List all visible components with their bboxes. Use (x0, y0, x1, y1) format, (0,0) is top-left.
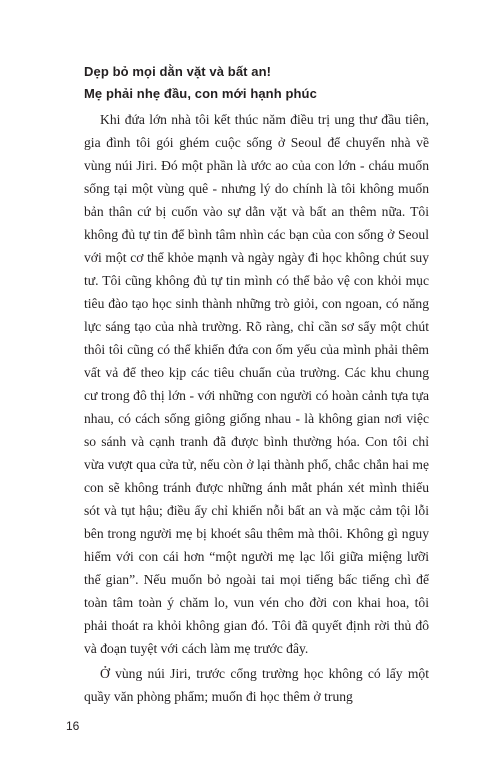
paragraph: Khi đứa lớn nhà tôi kết thúc năm điều trị ung thư đầu tiên, gia đình tôi gói ghém cuộc sống ở Seoul để chuyển nhà về vùng núi Jiri. Đó một phần là ước ao của con lớn - cháu muốn sống tại một vùng quê - nhưng lý do chính là tôi không muốn bản thân cứ bị cuốn vào sự dằn vặt và bất an thêm nữa. Tôi không đủ tự tin để bình tâm nhìn các bạn của con sống ở Seoul với một cơ thể khỏe mạnh và ngày ngày đi học không chút suy tư. Tôi cũng không đủ tự tin mình có thể bảo vệ con khỏi mục tiêu đào tạo học sinh thành những trò giỏi, con ngoan, có năng lực sáng tạo của nhà trường. Rõ ràng, chỉ cần sơ sẩy một chút thôi tôi cũng có thể khiến đứa con ốm yếu của mình phải thêm vất vả để theo kịp các tiêu chuẩn của trường. Các khu chung cư trong đô thị lớn - với những con người có hoàn cảnh tựa tựa nhau, có cách sống giông giống nhau - là không gian nơi việc so sánh và cạnh tranh đã được bình thường hóa. Con tôi chỉ vừa vượt qua cửa tử, nếu còn ở lại thành phố, chắc chắn hai mẹ con sẽ không tránh được những ánh mắt phán xét mình thiếu sót và tụt hậu; điều ấy chỉ khiến nỗi bất an và mặc cảm tội lỗi bên trong người mẹ bị khoét sâu thêm mà thôi. Không gì nguy hiểm với con cái hơn “một người mẹ lạc lối giữa miệng lưỡi thế gian”. Nếu muốn bỏ ngoài tai mọi tiếng bấc tiếng chì để toàn tâm toàn ý chăm lo, vun vén cho đời con khai hoa, tôi phải thoát ra khỏi không gian đó. Tôi đã quyết định rời thủ đô và đoạn tuyệt với cách làm mẹ trước đây. (84, 112, 429, 656)
page-number: 16 (66, 719, 80, 733)
body-text (84, 108, 429, 708)
paragraph: Ở vùng núi Jiri, trước cổng trường học không có lấy một quầy văn phòng phẩm; muốn đi học thêm ở trung (84, 666, 429, 704)
chapter-heading-line-1: Dẹp bỏ mọi dằn vặt và bất an! (84, 64, 272, 79)
chapter-heading-line-2: Mẹ phải nhẹ đầu, con mới hạnh phúc (84, 86, 317, 101)
